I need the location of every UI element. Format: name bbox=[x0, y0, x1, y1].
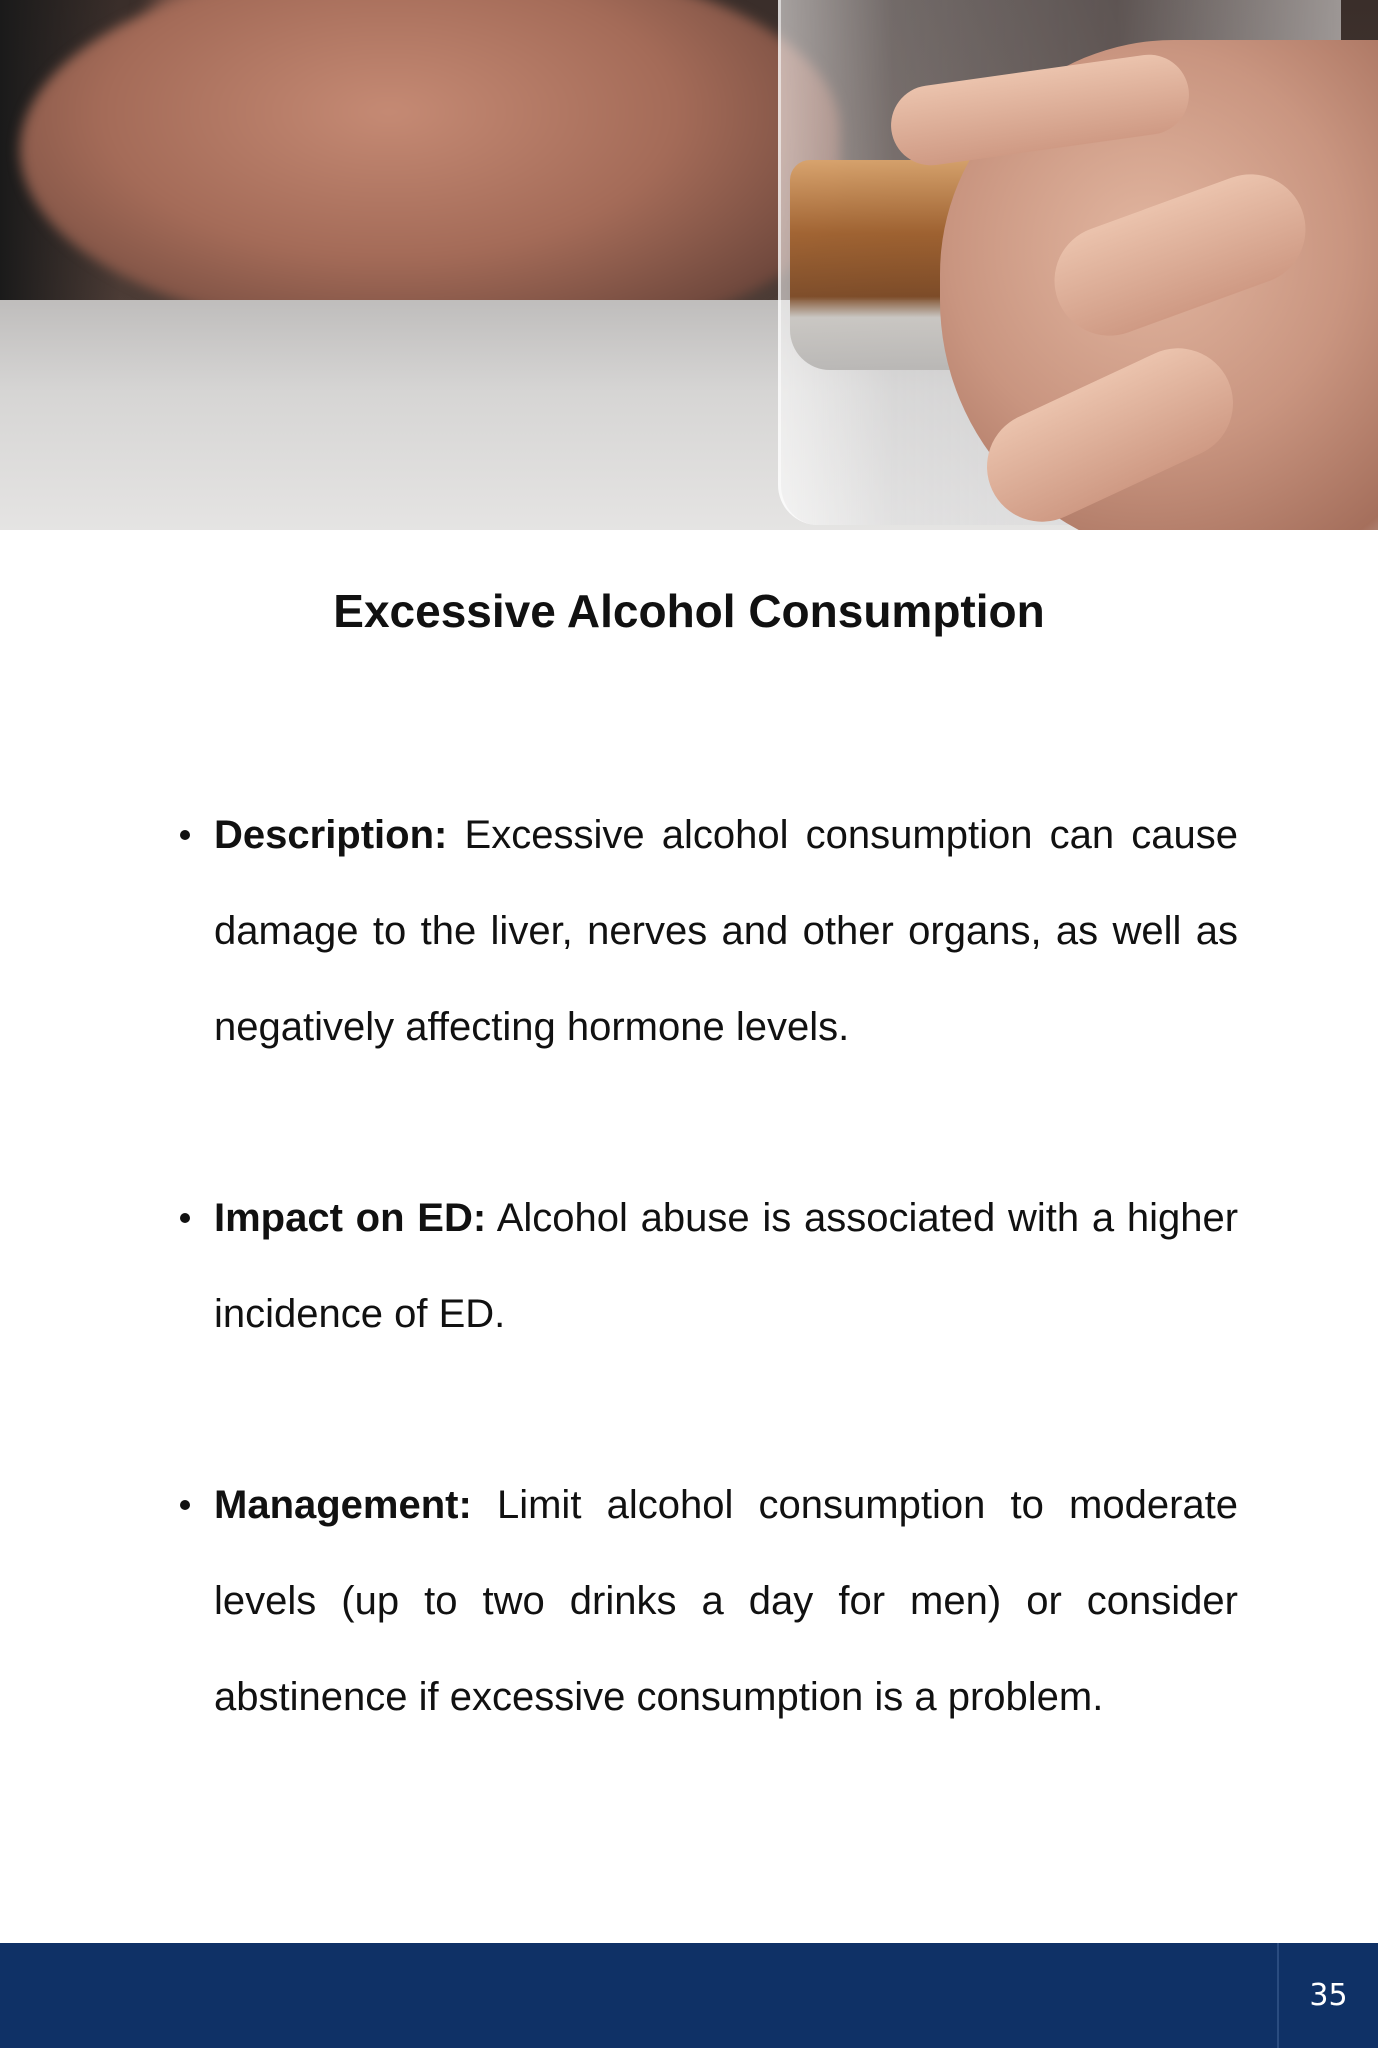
bullet-icon bbox=[180, 1500, 190, 1510]
hero-photo bbox=[0, 0, 1378, 530]
list-item bbox=[170, 787, 1238, 1075]
photo-arm bbox=[20, 0, 840, 340]
page-title: Excessive Alcohol Consumption bbox=[333, 585, 1045, 637]
footer-bar bbox=[0, 1943, 1378, 2048]
bullet-list bbox=[170, 787, 1238, 1745]
bullet-icon bbox=[180, 1213, 190, 1223]
bullet-text: Alcohol abuse is associated with a higher incidence of ED. bbox=[214, 1196, 1239, 1336]
bullet-label: Impact on ED: bbox=[214, 1196, 487, 1240]
bullet-text: Limit alcohol consumption to moderate levels (up to two drinks a day for men) or consider abstinence if excessive consumption is a problem. bbox=[214, 1483, 1238, 1719]
bullet-text: Excessive alcohol consumption can cause damage to the liver, nerves and other organs, as well as negatively affecting hormone levels. bbox=[214, 813, 1238, 1049]
list-item bbox=[170, 1170, 1238, 1362]
bullet-label: Management: bbox=[214, 1483, 472, 1527]
bullet-label: Description: bbox=[214, 813, 448, 857]
list-item bbox=[170, 1457, 1238, 1745]
bullet-icon bbox=[180, 830, 190, 840]
page-number: 35 bbox=[1309, 1978, 1348, 2013]
